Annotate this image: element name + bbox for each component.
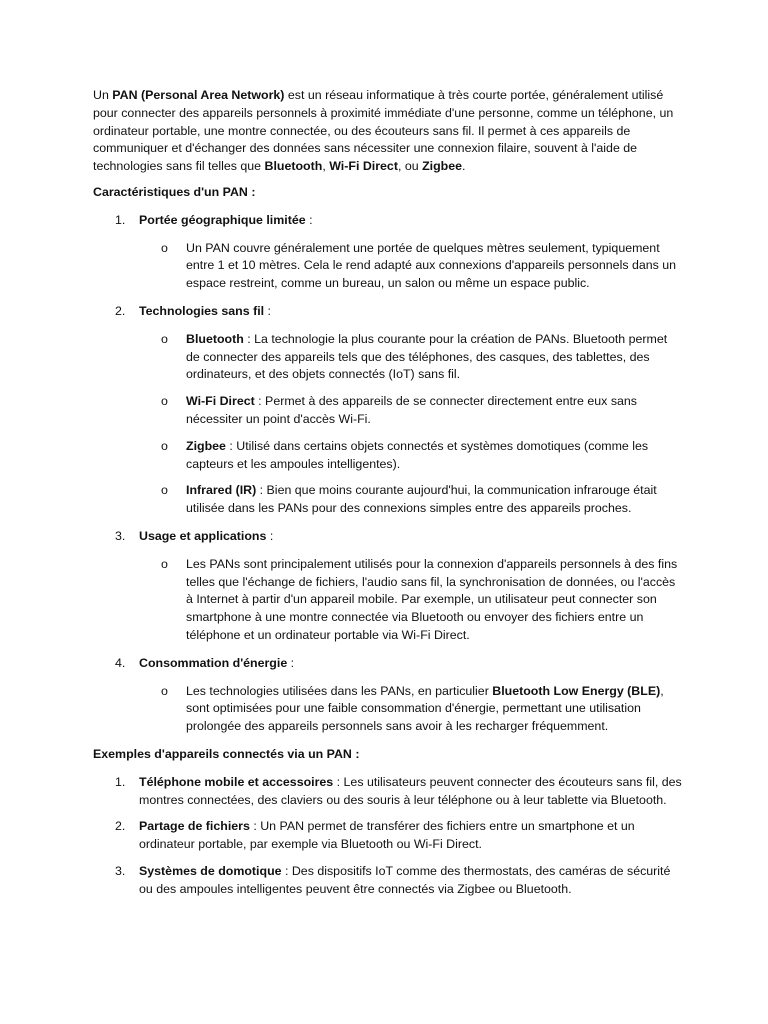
example-term: Partage de fichiers <box>139 819 250 834</box>
characteristic-item <box>93 655 683 736</box>
bullet-symbol: o <box>161 394 168 409</box>
intro-term-bluetooth: Bluetooth <box>264 159 323 174</box>
sub-item <box>139 683 683 736</box>
bullet-symbol: o <box>161 438 168 453</box>
example-item <box>93 818 683 854</box>
item-number: 2. <box>115 303 126 318</box>
sub-list <box>139 331 683 518</box>
characteristic-item <box>93 303 683 518</box>
sub-item <box>139 438 683 474</box>
document-content <box>93 87 683 907</box>
example-text: : Des dispositifs IoT comme des thermostats, des caméras de sécurité ou des ampoules intelligentes peuvent être connectés via Zigbee ou Bluetooth. <box>139 863 671 896</box>
item-title: Consommation d'énergie <box>139 655 288 670</box>
sub-item-term: Infrared (IR) <box>186 483 257 498</box>
item-suffix: : <box>287 655 295 670</box>
sub-item <box>139 393 683 429</box>
characteristics-list <box>93 212 683 736</box>
example-item <box>93 774 683 810</box>
bullet-symbol: o <box>161 331 168 346</box>
sub-item-text: , sont optimisées pour une faible consommation d'énergie, permettant une utilisation prolongée des appareils personnels sans avoir à les recharger fréquemment. <box>186 683 664 734</box>
example-text: : Un PAN permet de transférer des fichiers entre un smartphone et un ordinateur portable, par exemple via Bluetooth ou Wi-Fi Direct. <box>139 819 635 852</box>
intro-text: , ou <box>397 159 423 174</box>
intro-term-wifi-direct: Wi-Fi Direct <box>329 159 398 174</box>
sub-item-text: : La technologie la plus courante pour la création de PANs. Bluetooth permet de connecter des appareils tels que des téléphones, des casques, des tablettes, des ordinateurs, et des objets connectés (IoT) sans fil. <box>186 331 668 382</box>
sub-item <box>139 240 683 293</box>
examples-heading: Exemples d'appareils connectés via un PAN : <box>93 746 360 761</box>
item-number: 4. <box>115 655 126 670</box>
item-number: 3. <box>115 528 126 543</box>
intro-text: est un réseau informatique à très courte portée, généralement utilisé pour connecter des appareils personnels à proximité immédiate d'une personne, comme un téléphone, un ordinateur portable, une montre connectée, ou des écouteurs sans fil. Il permet à ces appareils de communiquer et d'échanger des données sans nécessiter une connexion filaire, souvent à l'aide de technologies sans fil telles que <box>93 88 674 174</box>
sub-item <box>139 331 683 384</box>
sub-item-text: Les PANs sont principalement utilisés pour la connexion d'appareils personnels à des fins telles que l'échange de fichiers, l'audio sans fil, la synchronisation de données, ou l'accès à Internet à partir d'un appareil mobile. Par exemple, un utilisateur peut connecter son smartphone à une montre connectée via Bluetooth ou envoyer des fichiers entre un téléphone et un ordinateur portable via Wi-Fi Direct. <box>186 556 678 642</box>
item-number: 2. <box>115 819 126 834</box>
bullet-symbol: o <box>161 240 168 255</box>
intro-paragraph <box>93 87 683 176</box>
item-suffix: : <box>264 303 271 318</box>
sub-item-term: Zigbee <box>186 438 226 453</box>
item-suffix: : <box>305 212 313 227</box>
item-number: 1. <box>115 212 126 227</box>
example-term: Téléphone mobile et accessoires <box>139 774 334 789</box>
intro-text: . <box>462 159 466 174</box>
item-title: Technologies sans fil <box>139 303 265 318</box>
characteristics-heading: Caractéristiques d'un PAN : <box>93 184 256 199</box>
item-title: Portée géographique limitée <box>139 212 306 227</box>
examples-list <box>93 774 683 899</box>
sub-list <box>139 683 683 736</box>
bullet-symbol: o <box>161 483 168 498</box>
sub-item-text: : Bien que moins courante aujourd'hui, la communication infrarouge était utilisée dans les PANs pour des connexions simples entre des appareils proches. <box>186 483 657 516</box>
sub-item-text: : Utilisé dans certains objets connectés et systèmes domotiques (comme les capteurs et les ampoules intelligentes). <box>186 438 649 471</box>
sub-item <box>139 556 683 645</box>
example-term: Systèmes de domotique <box>139 863 282 878</box>
characteristic-item <box>93 528 683 645</box>
item-number: 3. <box>115 863 126 878</box>
example-item <box>93 863 683 899</box>
sub-item-term: Wi-Fi Direct <box>186 394 255 409</box>
sub-item-text: Un PAN couvre généralement une portée de quelques mètres seulement, typiquement entre 1 et 10 mètres. Cela le rend adapté aux connexions d'appareils personnels dans un espace restreint, comme un bureau, un salon ou même un espace public. <box>186 240 677 291</box>
sub-item-term: Bluetooth <box>186 331 244 346</box>
item-number: 1. <box>115 774 126 789</box>
intro-term-zigbee: Zigbee <box>422 159 463 174</box>
bullet-symbol: o <box>161 683 168 698</box>
item-suffix: : <box>266 528 274 543</box>
intro-text: , <box>322 159 330 174</box>
bullet-symbol: o <box>161 556 168 571</box>
sub-item-text: Les technologies utilisées dans les PANs, en particulier <box>186 683 493 698</box>
sub-list <box>139 556 683 645</box>
intro-term-pan: PAN (Personal Area Network) <box>112 88 285 102</box>
example-text: : Les utilisateurs peuvent connecter des écouteurs sans fil, des montres connectées, des claviers ou des souris à leur téléphone ou à leur tablette via Bluetooth. <box>139 774 682 807</box>
intro-text: Un <box>93 88 113 102</box>
item-title: Usage et applications <box>139 528 267 543</box>
characteristic-item <box>93 212 683 293</box>
sub-item-term: Bluetooth Low Energy (BLE) <box>492 683 661 698</box>
sub-list <box>139 240 683 293</box>
sub-item-text: : Permet à des appareils de se connecter directement entre eux sans nécessiter un point d'accès Wi-Fi. <box>186 394 637 426</box>
sub-item <box>139 482 683 518</box>
